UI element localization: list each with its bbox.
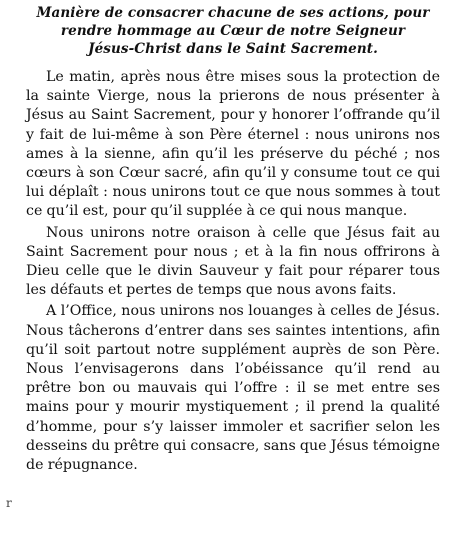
heading-line-3: Jésus-Christ dans le Saint Sacrement. [88, 41, 378, 57]
paragraph-office: A l’Office, nous unirons nos louanges à celles de Jésus. Nous tâcherons d’entrer dans ses saintes intentions, afin qu’il soit partout notre supplément auprès de son Père. Nous l’envisagerons dans l’obéissance qu’il rend au prêtre bon ou mauvais qui l’offre : il se met entre ses mains pour y mourir mystiquement ; il prend la qualité d’homme, pour s’y laisser immoler et sacrifier selon les desseins du prêtre qui consacre, sans que Jésus témoigne de répugnance. [26, 303, 440, 474]
heading-line-1: Manière de consacrer chacune de ses actions, pour [36, 5, 430, 21]
margin-mark: r [6, 496, 12, 510]
body-text [26, 68, 440, 475]
heading-line-2: rendre hommage au Cœur de notre Seigneur [60, 23, 406, 39]
paragraph-morning: Le matin, après nous être mises sous la protection de la sainte Vierge, nous la prierons de nous présenter à Jésus au Saint Sacrement, pour y honorer l’offrande qu’il y fait de lui-même à son Père éternel : nous unirons nos ames à la sienne, afin qu’il les préserve du péché ; nos cœurs à son Cœur sacré, afin qu’il y consume tout ce qui lui déplaît : nous unirons tout ce que nous sommes à tout ce qu’il est, pour qu’il supplée à ce qui nous manque. [26, 69, 440, 220]
paragraph-prayer: Nous unirons notre oraison à celle que Jésus fait au Saint Sacrement pour nous ; et à la fin nous offrirons à Dieu celle que le divin Sauveur y fait pour réparer tous les défauts et pertes de temps que nous avons faits. [26, 224, 440, 299]
section-heading [26, 4, 440, 58]
